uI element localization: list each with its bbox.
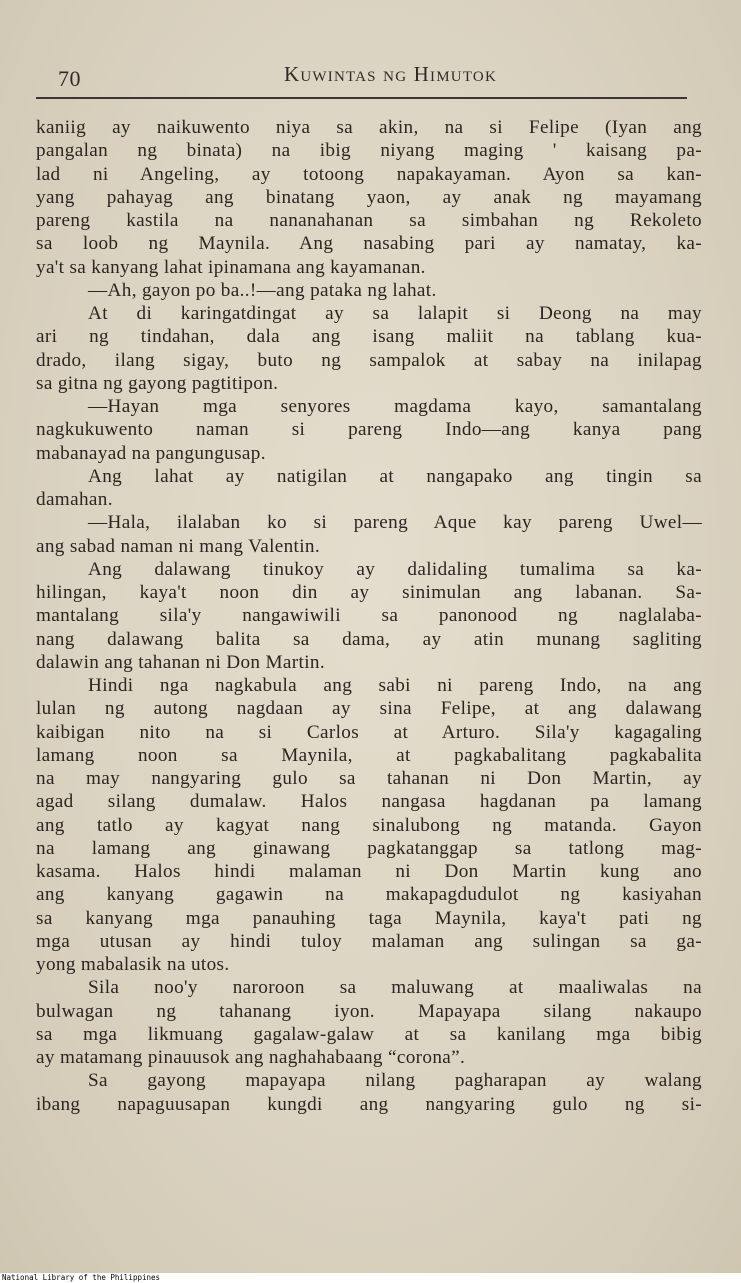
text-line: ang kanyang gagawin na makapagdudulot ng kasiyahan [36,884,702,906]
text-line: kasama. Halos hindi malaman ni Don Martin kung ano [36,861,702,882]
text-line: At di karingatdingat ay sa lalapit si Deong na may [88,303,702,324]
text-line: lamang noon sa Maynila, at pagkabalitang pagkabalita [36,744,702,766]
text-line: ibang napaguusapan kungdi ang nangyaring gulo ng si- [36,1093,702,1115]
text-line: na may nangyaring gulo sa tahanan ni Don Martin, ay [36,768,702,789]
text-line: mga utusan ay hindi tuloy malaman ang sulingan sa ga- [36,930,702,952]
text-line: bulwagan ng tahanang iyon. Mapayapa silang nakaupo [36,1000,702,1022]
text-line: sa kanyang mga panauhing taga Maynila, kaya't pati ng [36,907,702,929]
text-line: lad ni Angeling, ay totoong napakayaman. Ayon sa kan- [36,163,702,185]
running-title: Kuwintas ng Himutok [284,62,497,86]
text-line: ya't sa kanyang lahat ipinamana ang kayamanan. [36,256,426,278]
text-line: Hindi nga nagkabula ang sabi ni pareng Indo, na ang [88,675,702,696]
text-line: kaibigan nito na si Carlos at Arturo. Sila'y kagagaling [36,721,702,743]
text-line: Ang lahat ay natigilan at nangapako ang tingin sa [88,465,702,487]
body-text [36,116,702,1116]
text-line: mabanayad na pangungusap. [36,442,266,464]
text-line: yong mabalasik na utos. [36,954,230,975]
text-line: nang dalawang balita sa dama, ay atin munang sagliting [36,628,702,650]
text-line: pangalan ng binata) na ibig niyang maging ' kaisang pa- [36,140,702,162]
header-rule [36,97,687,99]
text-line: ay matamang pinauusok ang naghahabaang “corona”. [36,1047,466,1068]
text-line: drado, ilang sigay, buto ng sampalok at sabay na inilapag [36,349,702,371]
text-line: ang tatlo ay kagyat nang sinalubong ng matanda. Gayon [36,814,702,836]
text-line: mantalang sila'y nangawiwili sa panonood ng naglalaba- [36,605,702,627]
text-line: pareng kastila na nananahanan sa simbahan ng Rekoleto [36,210,702,231]
text-line: agad silang dumalaw. Halos nangasa hagdanan pa lamang [36,791,702,813]
text-line: hilingan, kaya't noon din ay sinimulan ang labanan. Sa- [36,582,702,603]
text-line: Sila noo'y naroroon sa maluwang at maaliwalas na [88,977,702,999]
text-line: —Hayan mga senyores magdama kayo, samantalang [88,396,702,417]
text-line: na lamang ang ginawang pagkatanggap sa tatlong mag- [36,837,702,859]
text-line: —Hala, ilalaban ko si pareng Aque kay pareng Uwel— [88,512,702,534]
text-line: nagkukuwento naman si pareng Indo—ang kanya pang [36,419,702,441]
text-line: ari ng tindahan, dala ang isang maliit na tablang kua- [36,326,702,348]
text-line: —Ah, gayon po ba..!—ang pataka ng lahat. [88,279,437,301]
text-line: sa gitna ng gayong pagtitipon. [36,372,279,394]
text-line: ang sabad naman ni mang Valentin. [36,535,321,557]
text-line: sa mga likmuang gagalaw-galaw at sa kanilang mga bibig [36,1023,702,1045]
text-line: damahan. [36,489,113,510]
text-line: Ang dalawang tinukoy ay dalidaling tumalima sa ka- [88,558,702,580]
page-number: 70 [58,66,81,91]
text-line: lulan ng autong nagdaan ay sina Felipe, at ang dalawang [36,698,702,720]
text-line: sa loob ng Maynila. Ang nasabing pari ay namatay, ka- [36,233,702,255]
text-line: yang pahayag ang binatang yaon, ay anak ng mayamang [36,186,702,208]
text-line: Sa gayong mapayapa nilang pagharapan ay walang [88,1070,702,1092]
library-credit: National Library of the Philippines [2,1273,161,1282]
text-line: kaniig ay naikuwento niya sa akin, na si Felipe (Iyan ang [36,117,702,138]
text-line: dalawin ang tahanan ni Don Martin. [36,651,325,673]
